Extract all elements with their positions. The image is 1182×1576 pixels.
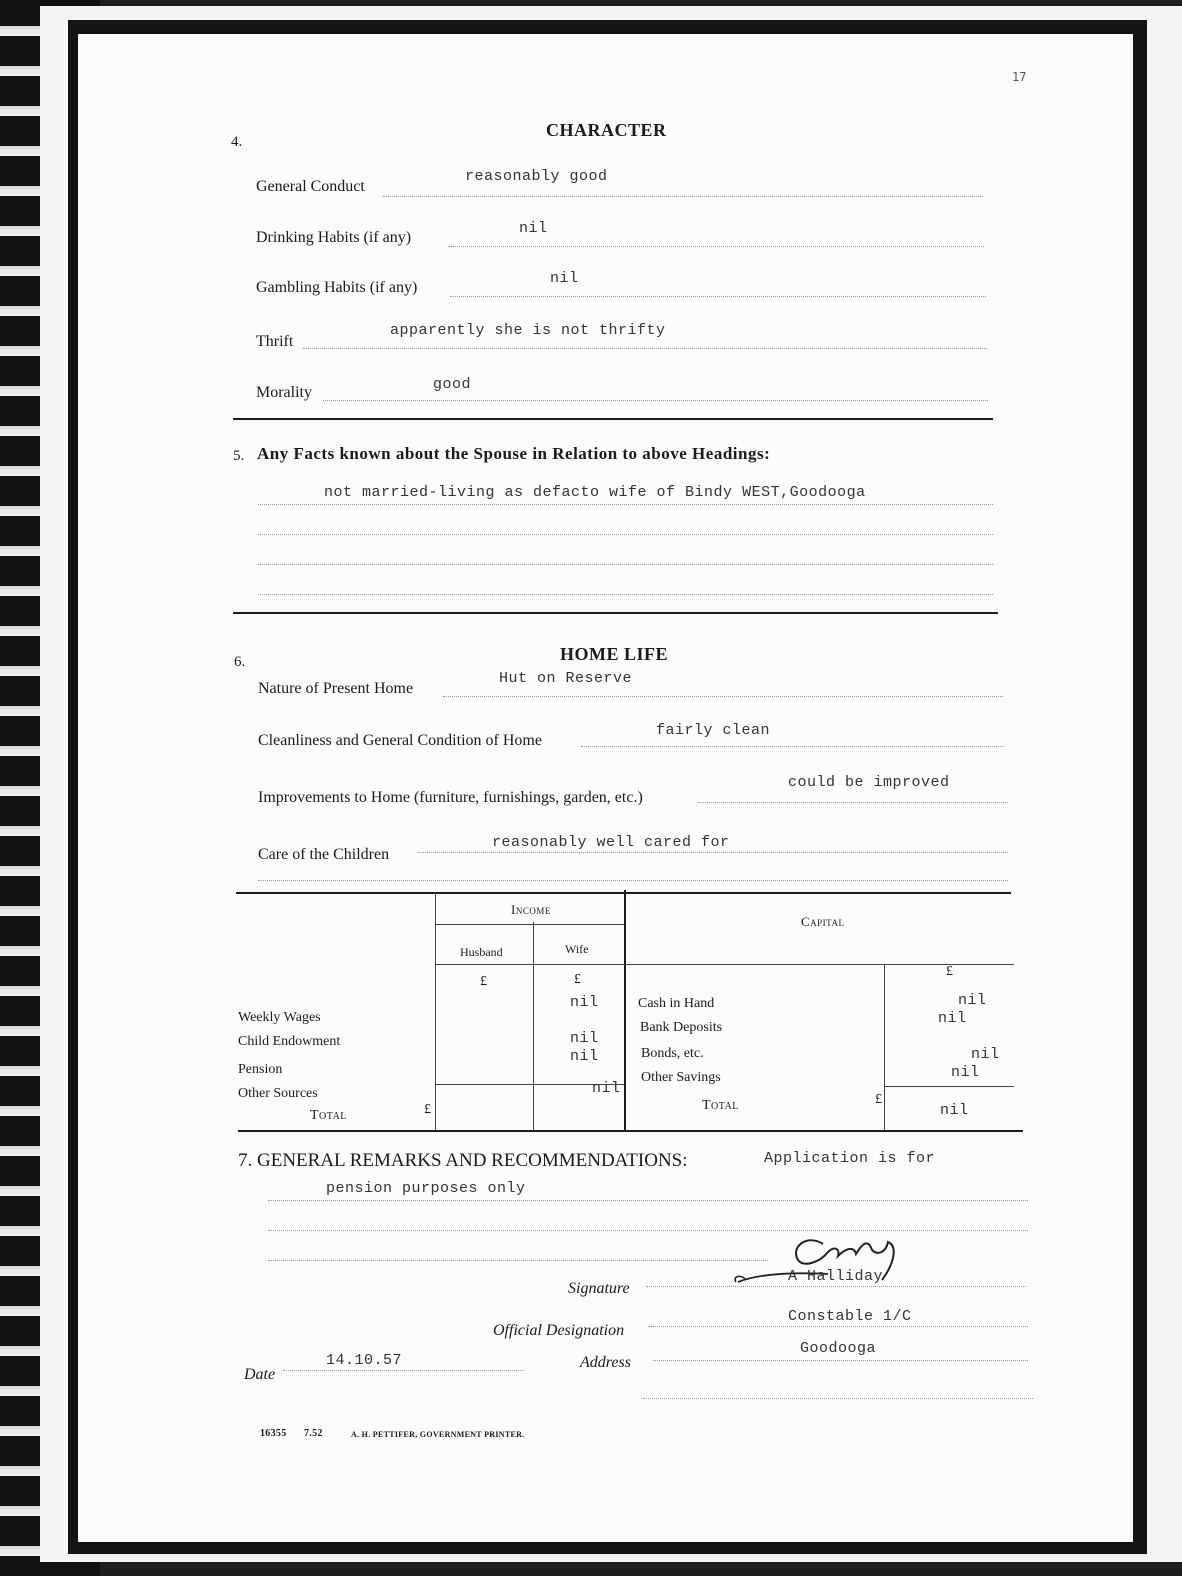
dotted-line <box>443 696 1003 697</box>
dotted-line <box>448 246 984 247</box>
dotted-line <box>643 1398 1033 1399</box>
address-label: Address <box>580 1354 631 1371</box>
bonds-label: Bonds, etc. <box>641 1046 704 1061</box>
nature-of-home-label: Nature of Present Home <box>258 680 414 697</box>
care-of-children-label: Care of the Children <box>258 846 390 863</box>
bonds-value: nil <box>971 1046 1000 1063</box>
remarks-line-1: Application is for <box>764 1150 936 1167</box>
weekly-wages-wife: nil <box>570 994 599 1011</box>
table-divider <box>624 890 626 1132</box>
thrift-label: Thrift <box>256 333 294 350</box>
table-rule <box>624 964 1014 965</box>
section-6-number: 6. <box>234 654 246 670</box>
pension-wife: nil <box>570 1048 599 1065</box>
cash-in-hand-label: Cash in Hand <box>638 996 715 1011</box>
drinking-habits-value: nil <box>519 220 548 237</box>
other-savings-label: Other Savings <box>641 1070 721 1085</box>
capital-total-currency: £ <box>875 1092 882 1107</box>
morality-value: good <box>433 376 472 393</box>
dotted-line <box>258 594 993 595</box>
character-heading: CHARACTER <box>546 120 667 140</box>
dotted-line <box>450 296 986 297</box>
date-label: Date <box>244 1366 276 1383</box>
cleanliness-value: fairly clean <box>656 722 771 739</box>
cash-in-hand-value: nil <box>958 992 987 1009</box>
pension-label: Pension <box>238 1062 283 1077</box>
dotted-line <box>283 1370 523 1371</box>
income-total-currency: £ <box>424 1102 431 1117</box>
dotted-line <box>418 852 1008 853</box>
imprint-code: 16355 <box>260 1428 287 1439</box>
date-value: 14.10.57 <box>326 1352 403 1369</box>
spouse-value: not married-living as defacto wife of Bindy WEST,Goodooga <box>324 484 866 501</box>
general-conduct-label: General Conduct <box>256 178 365 195</box>
income-total-wife: nil <box>592 1080 621 1097</box>
gambling-habits-value: nil <box>550 270 579 287</box>
improvements-label: Improvements to Home (furniture, furnishings, garden, etc.) <box>258 789 643 806</box>
bank-deposits-label: Bank Deposits <box>640 1020 723 1035</box>
wife-currency: £ <box>574 972 581 987</box>
income-heading: Income <box>511 902 551 917</box>
husband-currency: £ <box>480 974 487 989</box>
signature-name: A Halliday <box>788 1268 884 1285</box>
section-divider <box>233 612 998 614</box>
table-rule <box>884 1086 1014 1087</box>
husband-heading: Husband <box>460 945 503 959</box>
child-endowment-label: Child Endowment <box>238 1034 341 1049</box>
dotted-line <box>323 400 988 401</box>
home-life-heading: HOME LIFE <box>560 644 669 664</box>
dotted-line <box>581 746 1003 747</box>
table-rule <box>435 924 624 925</box>
gambling-habits-label: Gambling Habits (if any) <box>256 279 418 296</box>
designation-value: Constable 1/C <box>788 1308 912 1325</box>
table-divider <box>884 964 885 1130</box>
capital-total-value: nil <box>940 1102 969 1119</box>
other-savings-value: nil <box>951 1064 980 1081</box>
other-sources-label: Other Sources <box>238 1086 318 1101</box>
dotted-line <box>258 534 993 535</box>
improvements-value: could be improved <box>788 774 950 791</box>
child-endowment-wife: nil <box>570 1030 599 1047</box>
dotted-line <box>268 1260 768 1261</box>
drinking-habits-label: Drinking Habits (if any) <box>256 229 412 246</box>
thrift-value: apparently she is not thrifty <box>390 322 666 339</box>
table-bottom-rule <box>238 1130 1023 1132</box>
table-divider <box>533 922 534 1132</box>
form-page <box>68 20 1147 1554</box>
wife-heading: Wife <box>565 942 589 956</box>
dotted-line <box>653 1360 1028 1361</box>
address-value: Goodooga <box>800 1340 877 1357</box>
general-conduct-value: reasonably good <box>465 168 608 185</box>
weekly-wages-label: Weekly Wages <box>238 1010 321 1025</box>
imprint-printer: A. H. PETTIFER, GOVERNMENT PRINTER. <box>351 1430 525 1439</box>
dotted-line <box>383 196 983 197</box>
capital-currency: £ <box>946 964 953 979</box>
dotted-line <box>646 1286 1026 1287</box>
morality-label: Morality <box>256 384 312 401</box>
spouse-heading: Any Facts known about the Spouse in Relation to above Headings: <box>257 444 771 463</box>
nature-of-home-value: Hut on Reserve <box>499 670 633 687</box>
care-of-children-value: reasonably well cared for <box>492 834 730 851</box>
section-4-number: 4. <box>231 134 243 150</box>
dotted-line <box>268 1200 1028 1201</box>
income-total-label: Total <box>310 1108 347 1123</box>
section-divider <box>233 418 993 420</box>
remarks-line-2: pension purposes only <box>326 1180 526 1197</box>
table-divider <box>435 892 436 1132</box>
capital-heading: Capital <box>801 914 845 929</box>
table-rule <box>435 964 624 965</box>
bank-deposits-value: nil <box>938 1010 967 1027</box>
section-5-number: 5. <box>233 448 245 464</box>
dotted-line <box>303 348 987 349</box>
remarks-heading: 7. GENERAL REMARKS AND RECOMMENDATIONS: <box>238 1150 688 1171</box>
dotted-line <box>258 880 1008 881</box>
imprint-edition: 7.52 <box>304 1428 323 1439</box>
dotted-line <box>698 802 1008 803</box>
cleanliness-label: Cleanliness and General Condition of Home <box>258 732 542 749</box>
dotted-line <box>258 564 993 565</box>
signature-label: Signature <box>568 1280 630 1297</box>
dotted-line <box>258 504 993 505</box>
dotted-line <box>648 1326 1028 1327</box>
page-number: 17 <box>1012 70 1027 84</box>
capital-total-label: Total <box>702 1098 739 1113</box>
designation-label: Official Designation <box>493 1322 625 1339</box>
